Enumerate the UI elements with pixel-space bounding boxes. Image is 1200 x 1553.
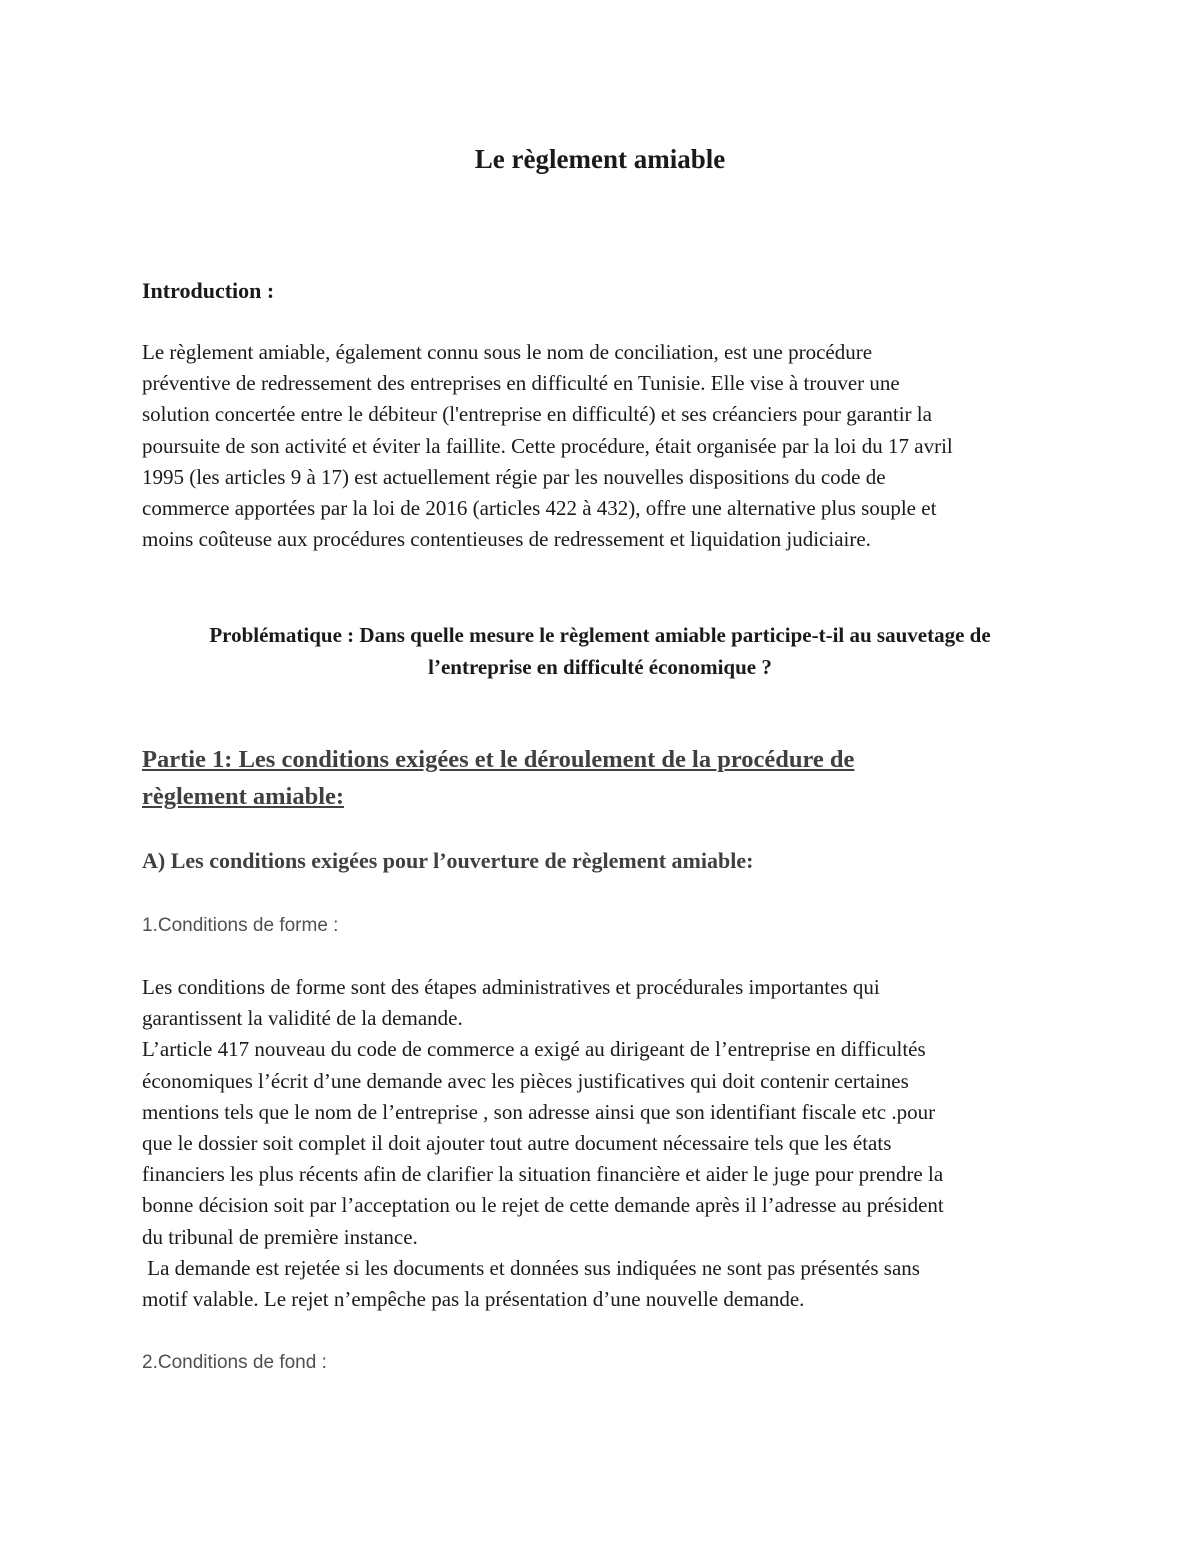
- introduction-line: Le règlement amiable, également connu sous le nom de conciliation, est une procédure: [142, 340, 873, 364]
- introduction-line: moins coûteuse aux procédures contentieuses de redressement et liquidation judiciaire.: [142, 527, 871, 552]
- partie-1-heading-line: Partie 1: Les conditions exigées et le déroulement de la procédure de: [142, 746, 855, 773]
- introduction-paragraph: [142, 337, 1072, 555]
- conditions-de-fond-heading: 2.Conditions de fond :: [142, 1352, 327, 1373]
- forme-line: Les conditions de forme sont des étapes administratives et procédurales importantes qui: [142, 975, 880, 999]
- problematique: [142, 619, 1058, 683]
- partie-1-heading-line: règlement amiable:: [142, 783, 345, 810]
- introduction-line: commerce apportées par la loi de 2016 (articles 422 à 432), offre une alternative plus souple et: [142, 496, 937, 521]
- introduction-heading: Introduction :: [142, 278, 275, 303]
- forme-line: La demande est rejetée si les documents et données sus indiquées ne sont pas présentés sans: [142, 1255, 920, 1280]
- section-a-heading: A) Les conditions exigées pour l’ouverture de règlement amiable:: [142, 848, 754, 873]
- introduction-line: solution concertée entre le débiteur (l'entreprise en difficulté) et ses créanciers pour garantir la: [142, 402, 932, 427]
- forme-line: L’article 417 nouveau du code de commerce a exigé au dirigeant de l’entreprise en difficultés: [142, 1037, 926, 1062]
- conditions-de-forme-heading: 1.Conditions de forme :: [142, 915, 339, 936]
- forme-line: du tribunal de première instance.: [142, 1224, 418, 1249]
- introduction-line: préventive de redressement des entreprises en difficulté en Tunisie. Elle vise à trouver une: [142, 371, 900, 396]
- forme-line: bonne décision soit par l’acceptation ou le rejet de cette demande après il l’adresse au président: [142, 1193, 944, 1218]
- forme-line: que le dossier soit complet il doit ajouter tout autre document nécessaire tels que les états: [142, 1131, 892, 1156]
- forme-line: économiques l’écrit d’une demande avec les pièces justificatives qui doit contenir certaines: [142, 1068, 909, 1093]
- problematique-line: Problématique : Dans quelle mesure le règlement amiable participe-t-il au sauvetage de: [209, 623, 991, 647]
- forme-line: garantissent la validité de la demande.: [142, 1006, 463, 1031]
- forme-line: financiers les plus récents afin de clarifier la situation financière et aider le juge pour prendre la: [142, 1162, 944, 1187]
- conditions-de-forme-paragraph: [142, 972, 1072, 1315]
- partie-1-heading: [142, 741, 1042, 815]
- forme-line: motif valable. Le rejet n’empêche pas la présentation d’une nouvelle demande.: [142, 1287, 805, 1312]
- introduction-line: poursuite de son activité et éviter la faillite. Cette procédure, était organisée par la loi du 17 avril: [142, 433, 953, 458]
- document-title: Le règlement amiable: [474, 144, 726, 174]
- introduction-line: 1995 (les articles 9 à 17) est actuellement régie par les nouvelles dispositions du code de: [142, 464, 886, 489]
- forme-line: mentions tels que le nom de l’entreprise , son adresse ainsi que son identifiant fiscale etc .pour: [142, 1099, 936, 1124]
- problematique-line: l’entreprise en difficulté économique ?: [428, 655, 772, 679]
